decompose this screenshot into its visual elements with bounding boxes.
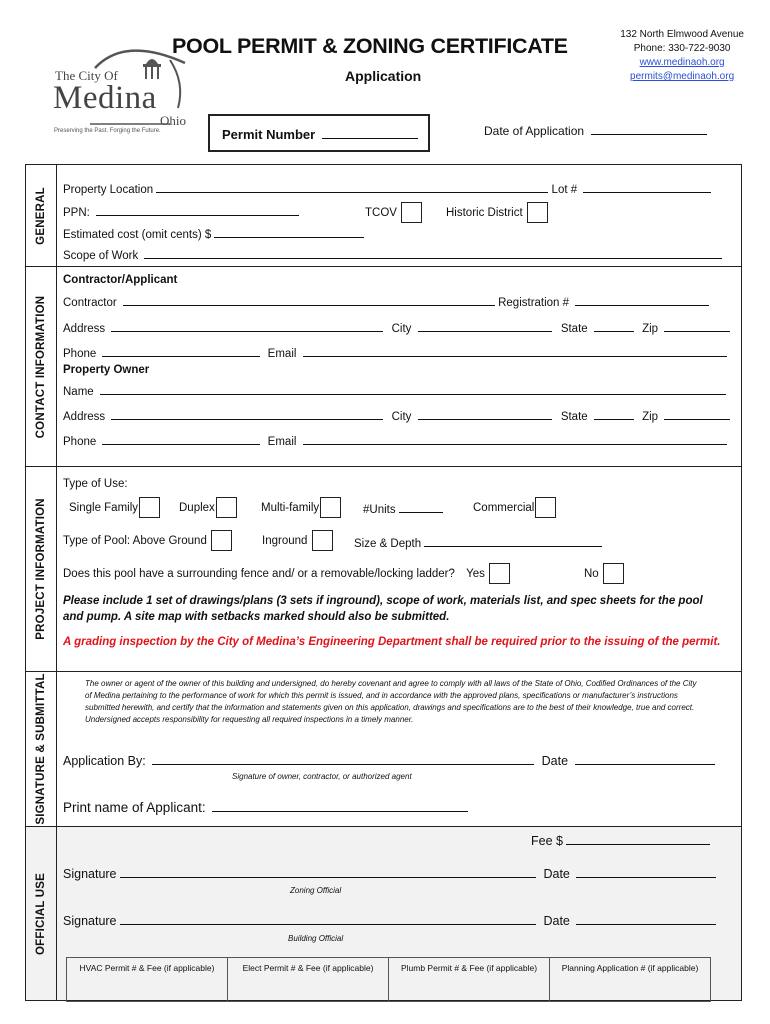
multi-family-group [261,497,341,518]
official-side [26,827,57,1000]
fee-field[interactable] [566,834,710,845]
official-section [25,826,742,1001]
office-address: 132 North Elmwood Avenue [620,29,744,40]
inground-checkbox[interactable] [312,530,333,551]
owner-state-label: State [560,411,588,423]
email-link[interactable]: permits@medinaoh.org [630,71,735,82]
single-family-checkbox[interactable] [139,497,160,518]
size-depth-field[interactable] [424,536,602,547]
planning-application-cell[interactable]: Planning Application # (if applicable) [561,963,699,973]
property-location-row [63,182,711,196]
office-phone: Phone: 330-722-9030 [633,43,731,54]
multi-family-checkbox[interactable] [320,497,341,518]
lot-field[interactable] [583,182,711,193]
tcov-label: TCOV [365,207,397,219]
fee-row [531,834,710,848]
contractor-zip-field[interactable] [664,321,730,332]
project-side [26,467,57,671]
permit-number-field[interactable] [322,128,418,139]
ppn-label: PPN: [63,207,90,219]
owner-email-label: Email [267,436,297,448]
print-name-field[interactable] [212,801,468,812]
zoning-official-caption: Zoning Official [290,886,342,895]
owner-zip-label: Zip [642,411,659,423]
official-side-label: OFFICIAL USE [35,872,47,955]
property-location-field[interactable] [156,182,548,193]
elect-permit-cell[interactable]: Elect Permit # & Fee (if applicable) [228,958,389,1001]
owner-phone-label: Phone [63,436,97,448]
contractor-row [63,295,709,309]
owner-name-label: Name [63,386,94,398]
building-date-label: Date [543,914,570,928]
single-family-group [69,497,160,518]
contractor-state-label: State [560,323,588,335]
website-link[interactable]: www.medinaoh.org [639,57,725,68]
signature-side-label: SIGNATURE & SUBMITTAL [35,673,47,825]
contractor-address-field[interactable] [111,321,383,332]
contractor-phone-row [63,346,727,360]
contractor-city-label: City [391,323,412,335]
application-by-row [63,754,715,768]
building-official-caption: Building Official [288,934,344,943]
registration-field[interactable] [575,295,709,306]
building-date-field[interactable] [576,914,716,925]
duplex-group [179,497,237,518]
application-by-label: Application By: [63,754,146,768]
date-of-application [484,124,707,138]
owner-city-label: City [391,411,412,423]
tcov-checkbox[interactable] [401,202,422,223]
units-label: #Units [363,504,396,516]
owner-address-row [63,409,730,423]
general-side [26,165,57,266]
registration-label: Registration # [498,297,570,309]
owner-name-field[interactable] [100,384,726,395]
fence-yes-label: Yes [466,568,485,580]
application-by-signature-field[interactable] [152,754,534,765]
contact-side-label: CONTACT INFORMATION [35,295,47,438]
type-of-use-label: Type of Use: [63,478,128,490]
application-date-label: Date [541,754,569,768]
print-name-row [63,800,468,815]
contractor-state-field[interactable] [594,321,634,332]
fence-yes-checkbox[interactable] [489,563,510,584]
commercial-group [473,497,556,518]
fence-question-group [63,563,510,584]
size-depth-group [354,536,602,550]
zoning-date-label: Date [543,867,570,881]
scope-field[interactable] [144,248,722,259]
units-group [363,502,443,516]
zoning-signature-row [63,867,716,881]
contractor-address-row [63,321,730,335]
signature-side [26,672,57,826]
scope-label: Scope of Work [63,250,139,262]
owner-city-field[interactable] [418,409,552,420]
date-of-application-field[interactable] [591,124,707,135]
contractor-heading: Contractor/Applicant [63,274,178,286]
logo-line3: Ohio [160,113,186,128]
owner-zip-field[interactable] [664,409,730,420]
size-depth-label: Size & Depth [354,538,422,550]
general-side-label: GENERAL [35,186,47,245]
historic-checkbox[interactable] [527,202,548,223]
contractor-phone-label: Phone [63,348,97,360]
fence-no-checkbox[interactable] [603,563,624,584]
owner-phone-field[interactable] [102,434,260,445]
page-subtitle: Application [345,68,422,84]
contractor-phone-field[interactable] [102,346,260,357]
owner-name-row [63,384,726,398]
ppn-row [63,205,299,219]
page-title: POOL PERMIT & ZONING CERTIFICATE [172,34,568,58]
fence-question-label: Does this pool have a surrounding fence and/ or a removable/locking ladder? [63,568,455,580]
contractor-email-field[interactable] [303,346,727,357]
tcov-group [365,202,422,223]
owner-email-field[interactable] [303,434,727,445]
zoning-date-field[interactable] [576,867,716,878]
drawings-note: Please include 1 set of drawings/plans (3 sets if inground), scope of work, materials list, and spec sheets for the pool and pump. A site map with setbacks marked should also be submitted. [63,595,703,623]
owner-address-field[interactable] [111,409,383,420]
building-signature-field[interactable] [120,914,536,925]
building-signature-row [63,914,716,928]
owner-address-label: Address [63,411,106,423]
multi-family-label: Multi-family [261,502,320,514]
logo-line1: The City Of [55,68,118,83]
owner-phone-row [63,434,727,448]
historic-label: Historic District [446,207,523,219]
hvac-permit-cell[interactable]: HVAC Permit # & Fee (if applicable) [67,958,228,1001]
general-section [25,164,742,267]
commercial-label: Commercial [473,502,535,514]
contractor-city-field[interactable] [418,321,552,332]
print-name-label: Print name of Applicant: [63,800,206,815]
units-field[interactable] [399,502,443,513]
contractor-address-label: Address [63,323,106,335]
contractor-zip-label: Zip [642,323,659,335]
legal-text: The owner or agent of the owner of this building and undersigned, do hereby covenant and agree to comply with all laws of the State of Ohio, Codified Ordinances of the City of Medina pertaining to the performance of work for which this permit is issued, and in accordance with the approved plans, specifications or manufacturer’s instructions submitted herewith, and certify that the information and statements given on this application, drawings and specifications are to the best of their knowledge, true and correct. Undersigned accepts responsibility for requesting all required inspections in a timely manner. [85,679,697,724]
zoning-signature-field[interactable] [120,867,536,878]
building-signature-label: Signature [63,914,117,928]
contractor-field[interactable] [123,295,495,306]
ppn-field[interactable] [96,205,299,216]
project-side-label: PROJECT INFORMATION [35,498,47,640]
above-ground-group [63,530,232,551]
historic-group [446,202,548,223]
owner-state-field[interactable] [594,409,634,420]
estimated-cost-row [63,227,364,241]
application-date-field[interactable] [575,754,715,765]
duplex-label: Duplex [179,502,215,514]
office-permits-table [66,957,711,1002]
fee-label: Fee $ [531,834,563,848]
inground-label: Inground [262,535,308,547]
contact-section [25,266,742,467]
property-location-label: Property Location [63,184,154,196]
commercial-checkbox[interactable] [535,497,556,518]
owner-heading: Property Owner [63,364,150,376]
project-section [25,466,742,672]
estimated-cost-label: Estimated cost (omit cents) $ [63,229,212,241]
lot-label: Lot # [551,184,578,196]
duplex-checkbox[interactable] [216,497,237,518]
above-ground-checkbox[interactable] [211,530,232,551]
permit-number-box [208,114,430,152]
contractor-label: Contractor [63,297,117,309]
contact-side [26,267,57,466]
estimated-cost-field[interactable] [214,227,364,238]
grading-note: A grading inspection by the City of Medina’s Engineering Department shall be required prior to the issuing of the permit. [63,636,721,648]
single-family-label: Single Family [69,502,139,514]
fence-no-group [584,563,624,584]
scope-row [63,248,722,262]
contractor-email-label: Email [267,348,297,360]
signature-section [25,671,742,827]
type-of-pool-label: Type of Pool: Above Ground [63,535,207,547]
plumb-permit-cell[interactable]: Plumb Permit # & Fee (if applicable) [389,958,550,1001]
signature-caption: Signature of owner, contractor, or authorized agent [232,772,412,781]
zoning-signature-label: Signature [63,867,117,881]
contact-block [620,28,744,84]
date-of-application-label: Date of Application [484,124,585,138]
logo-tagline: Preserving the Past. Forging the Future. [54,128,161,134]
logo-line2: Medina [53,80,157,116]
permit-number-label: Permit Number [222,127,316,142]
inground-group [262,530,333,551]
fence-no-label: No [584,568,599,580]
